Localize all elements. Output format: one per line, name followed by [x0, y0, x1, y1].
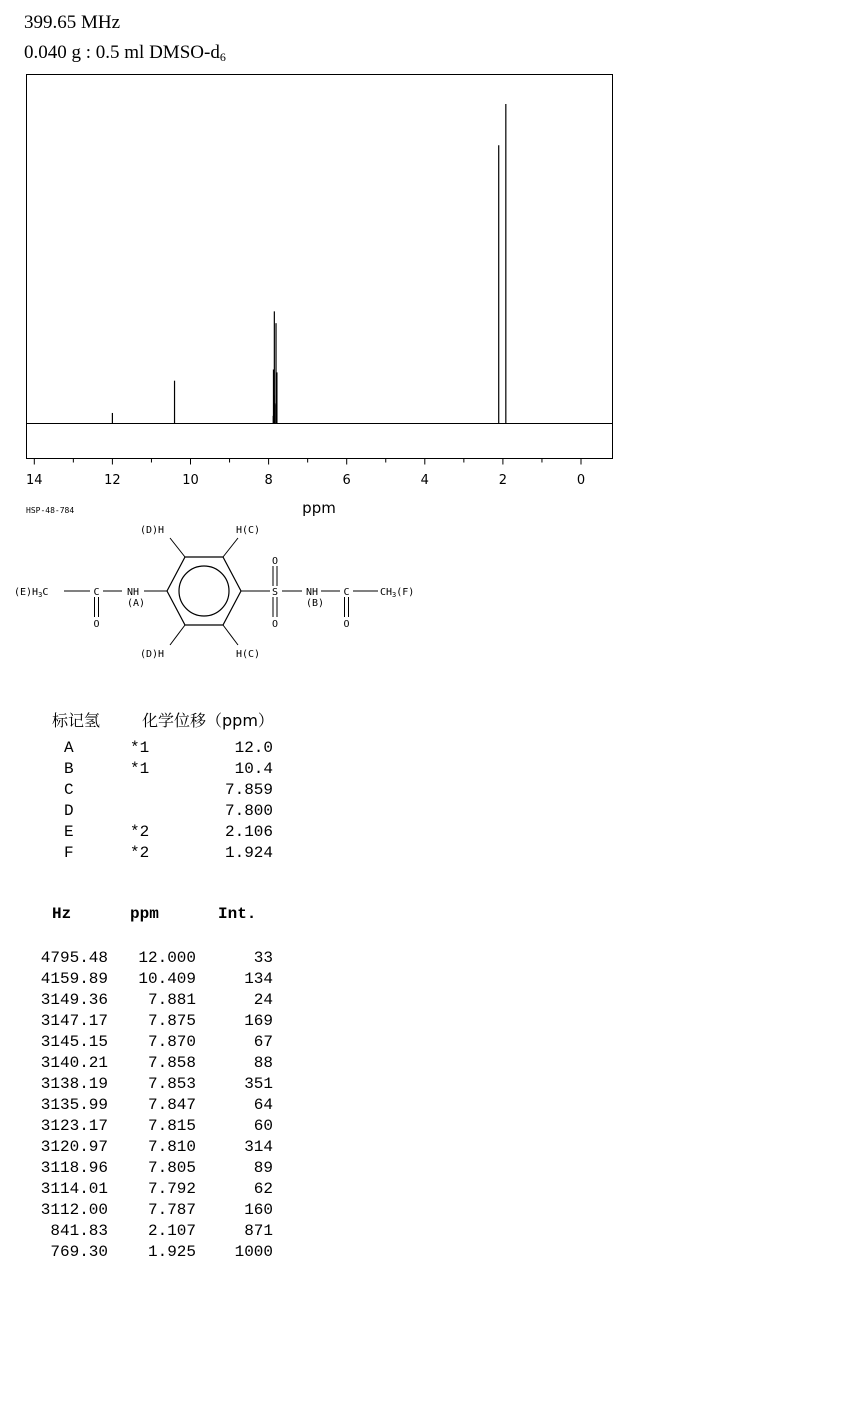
peak-int: 33: [253, 949, 273, 967]
peak-int: 88: [253, 1054, 273, 1072]
x-axis-label: ppm: [302, 499, 336, 517]
peak-int: 160: [244, 1201, 273, 1219]
label-d-top: (D)H: [140, 525, 165, 536]
peak-hz: 3120.97: [40, 1138, 108, 1156]
peak-ppm: 10.409: [138, 970, 196, 988]
sulfur: S: [271, 587, 279, 598]
label-c-bottom: H(C): [236, 649, 261, 660]
peak-ppm: 12.000: [138, 949, 196, 967]
x-tick-label: 8: [264, 473, 273, 488]
assignment-label: E: [64, 823, 74, 841]
label-f-group: $CH_3(F)$: [380, 587, 415, 599]
label-a: (A): [126, 598, 146, 609]
peak-hz: 4795.48: [40, 949, 108, 967]
peak-ppm: 7.847: [147, 1096, 196, 1114]
x-tick-label: 14: [26, 473, 43, 488]
peak-col-ppm: ppm: [130, 905, 159, 923]
peaks-layer: [112, 104, 505, 424]
peak-ppm: 7.810: [147, 1138, 196, 1156]
nh-b: NH: [305, 587, 319, 598]
peak-ppm: 7.792: [147, 1180, 196, 1198]
oxygen-s-bottom: O: [271, 619, 279, 630]
bond-d-bottom: [170, 625, 185, 645]
assignment-col-shift: 化学位移（ppm）: [142, 711, 274, 730]
peak-hz: 3135.99: [40, 1096, 108, 1114]
plot-frame: [27, 75, 613, 459]
peak-int: 871: [244, 1222, 273, 1240]
assignment-label: D: [64, 802, 74, 820]
carbon-b: C: [343, 587, 350, 598]
assignment-shift: 7.800: [224, 802, 273, 820]
assignment-note: *1: [130, 739, 150, 757]
oxygen-a: O: [93, 619, 100, 630]
peak-int: 169: [244, 1012, 273, 1030]
nmr-spectrum-chart: [0, 0, 850, 680]
peak-int: 62: [253, 1180, 273, 1198]
peak-ppm: 7.787: [147, 1201, 196, 1219]
spectrum-id: HSP-48-784: [26, 506, 75, 515]
bond-d-top: [170, 538, 185, 557]
bond-c-bottom: [223, 625, 238, 645]
peak-ppm: 7.875: [147, 1012, 196, 1030]
label-e-group: $(E)H_3C$: [14, 587, 49, 599]
assignment-shift: 7.859: [224, 781, 273, 799]
peak-hz: 4159.89: [40, 970, 108, 988]
x-tick-label: 10: [182, 473, 199, 488]
assignment-label: F: [64, 844, 74, 862]
peak-col-int: Int.: [218, 905, 257, 923]
nh-a: NH: [126, 587, 140, 598]
x-tick-label: 12: [104, 473, 121, 488]
x-tick-label: 4: [420, 473, 429, 488]
assignment-note: *2: [130, 823, 150, 841]
bond-c-top: [223, 538, 238, 557]
label-b: (B): [305, 598, 325, 609]
oxygen-b: O: [343, 619, 350, 630]
peak-hz: 3114.01: [40, 1180, 108, 1198]
peak-int: 24: [253, 991, 273, 1009]
assignment-shift: 1.924: [224, 844, 273, 862]
peak-int: 60: [253, 1117, 273, 1135]
assignment-label: C: [64, 781, 74, 799]
assignment-label: B: [64, 760, 74, 778]
carbon-a: C: [93, 587, 100, 598]
assignment-shift: 2.106: [224, 823, 273, 841]
label-c-top: H(C): [236, 525, 261, 536]
x-tick-label: 0: [576, 473, 586, 488]
x-tick-label: 6: [342, 473, 351, 488]
x-axis-ticks: [26, 459, 585, 489]
benzene-ring: [167, 557, 241, 625]
assignment-shift: 10.4: [234, 760, 273, 778]
oxygen-s-top: O: [271, 556, 279, 567]
assignment-col-label: 标记氢: [52, 711, 101, 730]
sample-subscript: 6: [219, 50, 226, 64]
peak-hz: 769.30: [50, 1243, 108, 1261]
assignment-note: [130, 801, 160, 822]
peak-hz: 3140.21: [40, 1054, 108, 1072]
peak-hz: 3147.17: [40, 1012, 108, 1030]
peak-hz: 3112.00: [40, 1201, 108, 1219]
peak-ppm: 7.853: [147, 1075, 196, 1093]
peak-int: 351: [244, 1075, 273, 1093]
assignment-note: *2: [130, 844, 150, 862]
peak-int: 314: [244, 1138, 273, 1156]
assignment-shift: 12.0: [234, 739, 273, 757]
label-d-bottom: (D)H: [140, 649, 165, 660]
assignment-label: A: [64, 739, 74, 757]
peak-ppm: 2.107: [147, 1222, 196, 1240]
peak-ppm: 7.881: [147, 991, 196, 1009]
peak-hz: 3138.19: [40, 1075, 108, 1093]
peak-hz: 3118.96: [40, 1159, 108, 1177]
assignment-note: [130, 780, 160, 801]
peak-int: 64: [253, 1096, 273, 1114]
sample-text: 0.040 g : 0.5 ml DMSO-d: [24, 42, 220, 63]
peak-ppm: 7.805: [147, 1159, 196, 1177]
spectrometer-frequency: 399.65 MHz: [24, 12, 121, 33]
peak-hz: 841.83: [50, 1222, 108, 1240]
x-tick-label: 2: [498, 473, 508, 488]
peak-ppm: 7.870: [147, 1033, 196, 1051]
peak-ppm: 1.925: [147, 1243, 196, 1261]
peak-hz: 3145.15: [40, 1033, 108, 1051]
aromatic-circle: [179, 566, 229, 616]
peak-hz: 3123.17: [40, 1117, 108, 1135]
peak-int: 89: [253, 1159, 273, 1177]
peak-hz: 3149.36: [40, 991, 108, 1009]
assignment-note: *1: [130, 760, 150, 778]
peak-int: 67: [253, 1033, 273, 1051]
peak-int: 134: [244, 970, 273, 988]
peak-int: 1000: [234, 1243, 273, 1261]
peak-ppm: 7.858: [147, 1054, 196, 1072]
chemical-structure: [14, 525, 414, 660]
peak-ppm: 7.815: [147, 1117, 196, 1135]
peak-col-hz: Hz: [52, 905, 72, 923]
